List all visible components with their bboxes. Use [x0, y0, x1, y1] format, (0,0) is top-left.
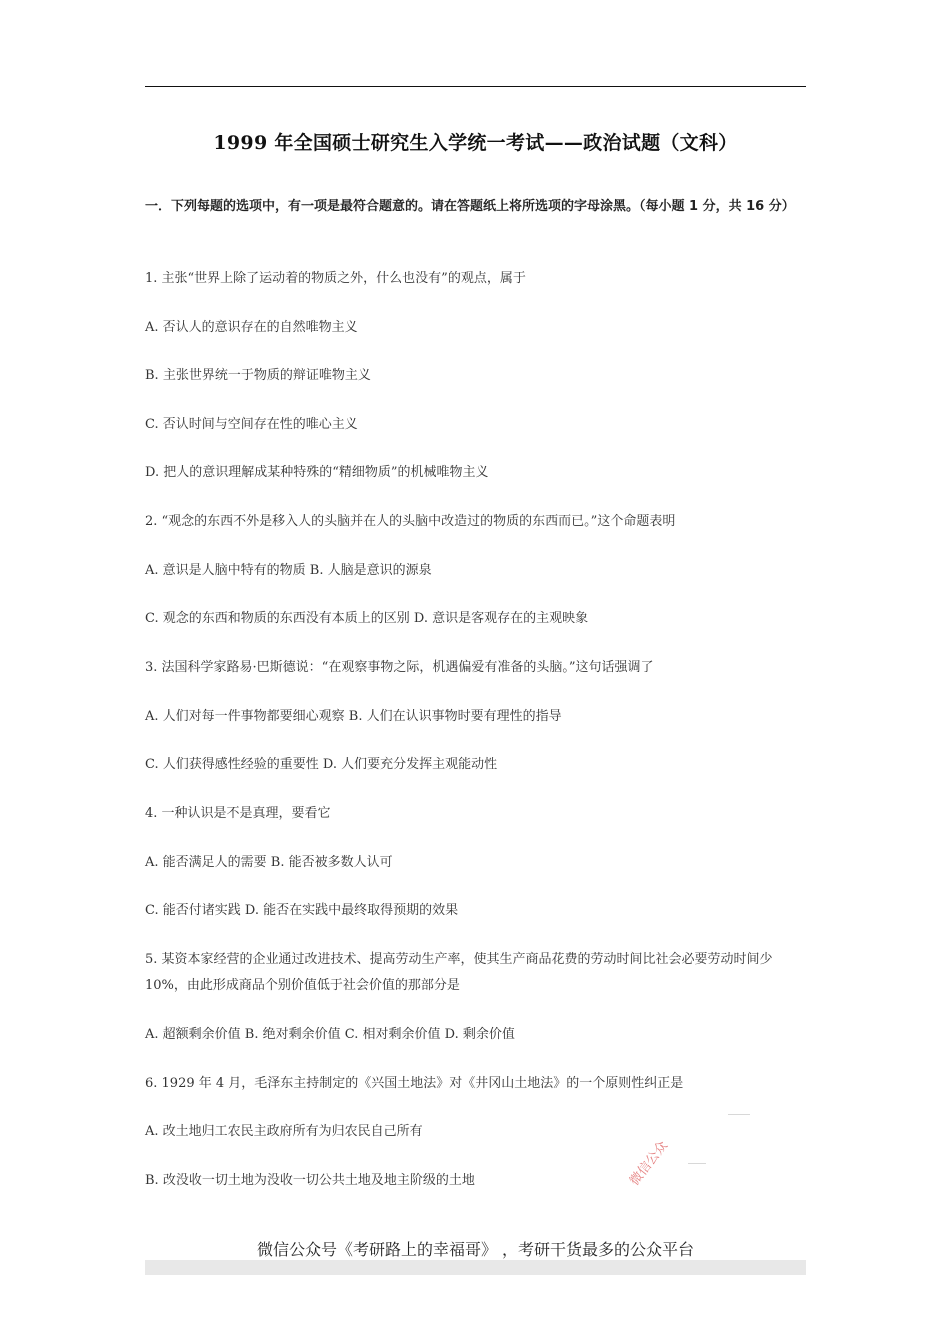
question-5-options: A. 超额剩余价值 B. 绝对剩余价值 C. 相对剩余价值 D. 剩余价值 [145, 1027, 515, 1042]
exam-title: 1999 年全国硕士研究生入学统一考试——政治试题（文科） [213, 132, 738, 154]
question-1-option-a: A. 否认人的意识存在的自然唯物主义 [145, 320, 358, 335]
header-rule [145, 86, 806, 87]
question-6-option-a: A. 改土地归工农民主政府所有为归农民自己所有 [145, 1124, 423, 1139]
question-3-options-cd: C. 人们获得感性经验的重要性 D. 人们要充分发挥主观能动性 [145, 757, 498, 772]
question-3-options-ab: A. 人们对每一件事物都要细心观察 B. 人们在认识事物时要有理性的指导 [145, 709, 562, 724]
question-3-stem: 3. 法国科学家路易·巴斯德说：“在观察事物之际，机遇偏爱有准备的头脑。”这句话强调了 [145, 660, 654, 675]
question-4-stem: 4. 一种认识是不是真理，要看它 [145, 806, 331, 821]
watermark-fragment [728, 1114, 750, 1115]
footer-promo-text: 微信公众号《考研路上的幸福哥》 ，考研干货最多的公众平台 [256, 1240, 695, 1259]
question-5-stem: 5. 某资本家经营的企业通过改进技术、提高劳动生产率，使其生产商品花费的劳动时间比社会必要劳动时间少 10%，由此形成商品个别价值低于社会价值的那部分是 [145, 952, 773, 993]
question-1-option-b: B. 主张世界统一于物质的辩证唯物主义 [145, 368, 371, 383]
question-1-option-c: C. 否认时间与空间存在性的唯心主义 [145, 417, 358, 432]
question-4-options-cd: C. 能否付诸实践 D. 能否在实践中最终取得预期的效果 [145, 903, 459, 918]
question-1-option-d: D. 把人的意识理解成某种特殊的“精细物质”的机械唯物主义 [145, 465, 489, 480]
question-1-stem: 1. 主张“世界上除了运动着的物质之外，什么也没有”的观点，属于 [145, 271, 526, 286]
watermark-fragment [688, 1163, 706, 1164]
question-2-stem: 2. “观念的东西不外是移入人的头脑并在人的头脑中改造过的物质的东西而已。”这个命题表明 [145, 514, 676, 529]
section-instructions: 一．下列每题的选项中，有一项是最符合题意的。请在答题纸上将所选项的字母涂黑。（每小题 1 分，共 16 分） [145, 199, 795, 214]
question-4-options-ab: A. 能否满足人的需要 B. 能否被多数人认可 [145, 855, 393, 870]
question-6-option-b: B. 改没收一切土地为没收一切公共土地及地主阶级的土地 [145, 1173, 475, 1188]
question-2-options-ab: A. 意识是人脑中特有的物质 B. 人脑是意识的源泉 [145, 563, 432, 578]
footer-bar [145, 1260, 806, 1275]
question-6-stem: 6. 1929 年 4 月，毛泽东主持制定的《兴国土地法》对《井冈山土地法》的一个原则性纠正是 [145, 1076, 684, 1091]
watermark-stamp: 微信公众 [627, 1138, 671, 1189]
question-2-options-cd: C. 观念的东西和物质的东西没有本质上的区别 D. 意识是客观存在的主观映象 [145, 611, 589, 626]
